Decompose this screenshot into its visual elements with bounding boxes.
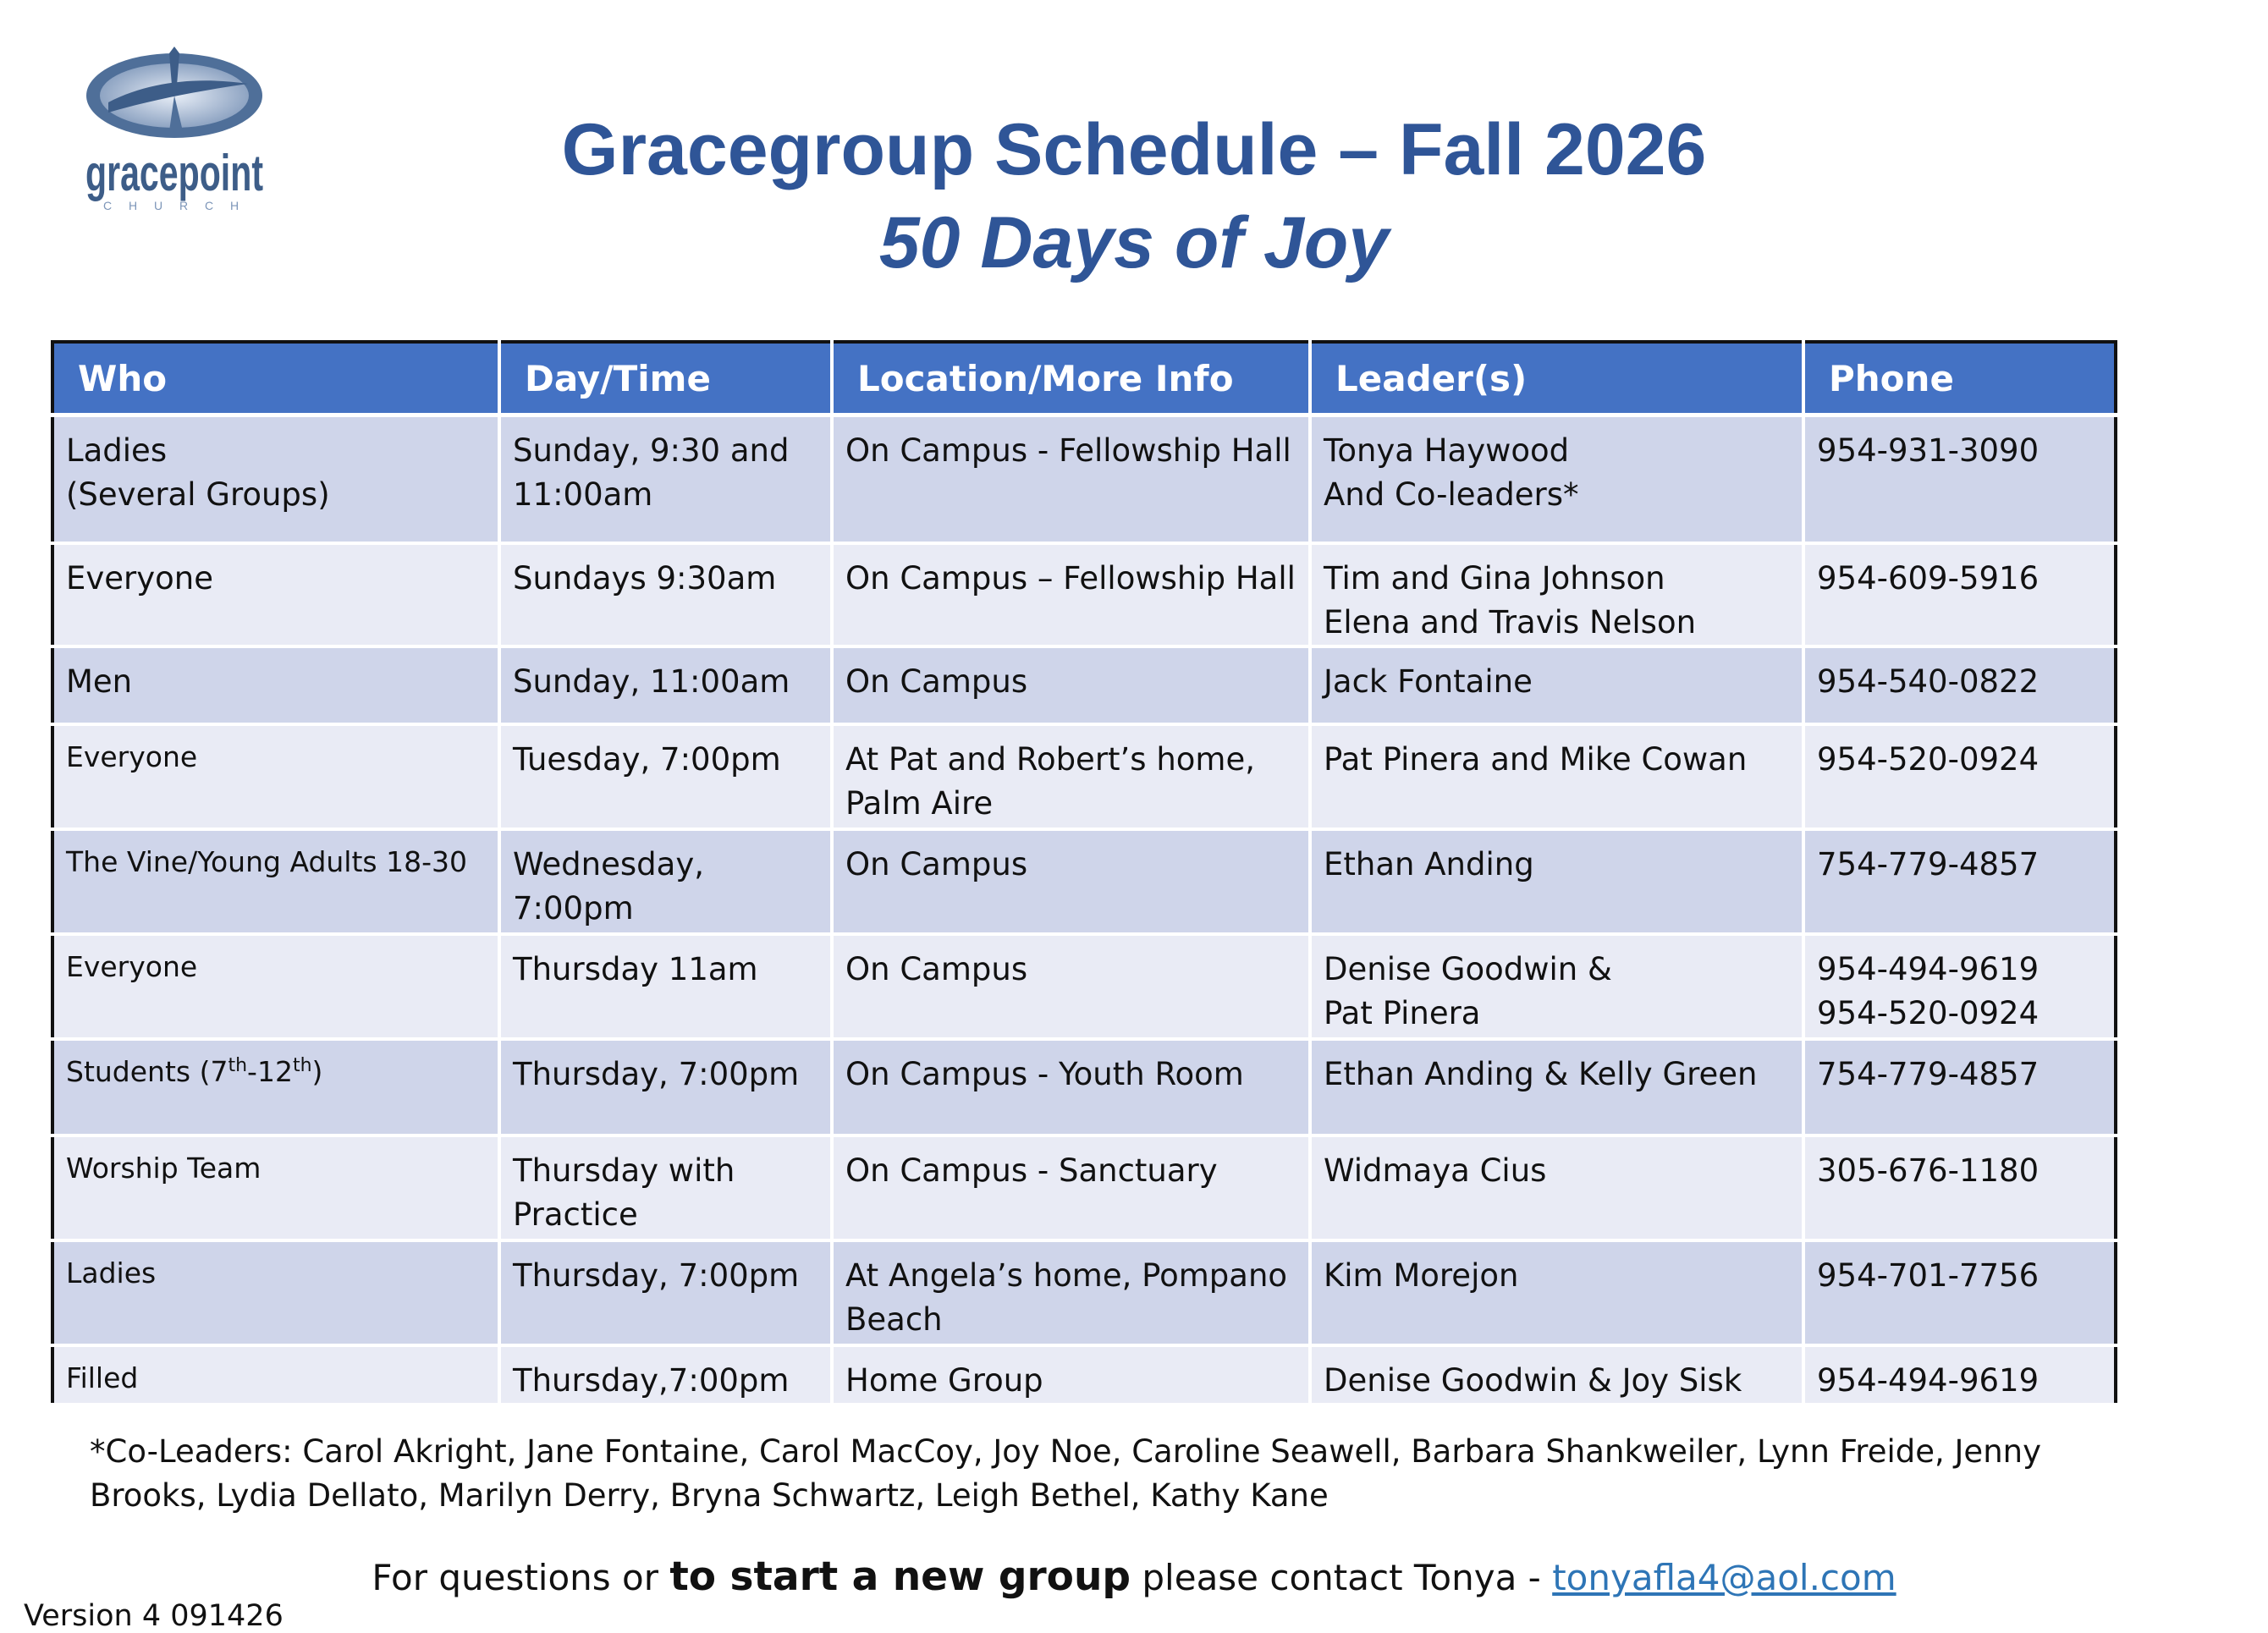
cell-who: Everyone (52, 543, 499, 646)
table-row (52, 646, 2116, 724)
cell-day-time: Sundays 9:30am (499, 543, 832, 646)
table-row (52, 1135, 2116, 1240)
contact-middle: please contact Tonya - (1131, 1557, 1553, 1598)
co-leaders-footnote: *Co-Leaders: Carol Akright, Jane Fontaine, Carol MacCoy, Joy Noe, Caroline Seawell, Barbara Shankweiler, Lynn Freide, Jenny Brooks, Lydia Dellato, Marilyn Derry, Bryna Schwartz, Leigh Bethel, Kathy Kane (90, 1433, 2041, 1514)
cell-location: On Campus - Fellowship Hall (832, 415, 1310, 543)
cell-who: Everyone (52, 724, 499, 829)
contact-prefix: For questions or (372, 1557, 670, 1598)
cell-day-time: Thursday, 7:00pm (499, 1039, 832, 1135)
table-row (52, 1345, 2116, 1405)
cell-leaders: Widmaya Cius (1310, 1135, 1803, 1240)
cell-leaders: Pat Pinera and Mike Cowan (1310, 724, 1803, 829)
header-phone: Phone (1803, 342, 2116, 415)
contact-emphasis: to start a new group (669, 1553, 1131, 1600)
cell-who: Everyone (52, 934, 499, 1039)
cell-who: Ladies (52, 1240, 499, 1345)
cell-leaders: Denise Goodwin & Pat Pinera (1310, 934, 1803, 1039)
table-row (52, 1039, 2116, 1135)
cell-day-time: Thursday, 7:00pm (499, 1240, 832, 1345)
cell-phone: 954-494-9619 (1803, 1345, 2116, 1405)
cell-location: On Campus - Youth Room (832, 1039, 1310, 1135)
cell-day-time: Thursday with Practice (499, 1135, 832, 1240)
contact-email-link[interactable]: tonyafla4@aol.com (1552, 1557, 1896, 1598)
contact-line (0, 1553, 2268, 1600)
cell-location: On Campus (832, 934, 1310, 1039)
cell-location: On Campus (832, 646, 1310, 724)
table-row (52, 415, 2116, 543)
cell-day-time: Wednesday, 7:00pm (499, 829, 832, 934)
cell-location: At Pat and Robert’s home, Palm Aire (832, 724, 1310, 829)
page-subtitle: 50 Days of Joy (878, 202, 1390, 283)
cell-leaders: Tim and Gina Johnson Elena and Travis Nelson (1310, 543, 1803, 646)
cell-phone: 954-494-9619 954-520-0924 (1803, 934, 2116, 1039)
table-row (52, 829, 2116, 934)
cell-day-time: Sunday, 11:00am (499, 646, 832, 724)
cell-phone: 954-520-0924 (1803, 724, 2116, 829)
cell-who: Ladies (Several Groups) (52, 415, 499, 543)
cell-phone: 954-701-7756 (1803, 1240, 2116, 1345)
table-row (52, 724, 2116, 829)
page-title: Gracegroup Schedule – Fall 2026 (561, 109, 1707, 190)
cell-location: Home Group (832, 1345, 1310, 1405)
cell-who: Men (52, 646, 499, 724)
cell-phone: 305-676-1180 (1803, 1135, 2116, 1240)
header-leaders: Leader(s) (1310, 342, 1803, 415)
logo-subtext: C H U R C H (102, 199, 246, 212)
cell-day-time: Thursday,7:00pm (499, 1345, 832, 1405)
cell-who: Filled (52, 1345, 499, 1405)
cell-day-time: Tuesday, 7:00pm (499, 724, 832, 829)
cell-day-time: Sunday, 9:30 and 11:00am (499, 415, 832, 543)
table-header-row (52, 342, 2116, 415)
cell-who: The Vine/Young Adults 18-30 (52, 829, 499, 934)
cell-location: On Campus - Sanctuary (832, 1135, 1310, 1240)
cell-leaders: Ethan Anding (1310, 829, 1803, 934)
cell-phone: 754-779-4857 (1803, 1039, 2116, 1135)
version-label: Version 4 091426 (24, 1599, 284, 1633)
table-row (52, 1240, 2116, 1345)
cell-phone: 954-609-5916 (1803, 543, 2116, 646)
logo-wordmark: gracepoint (85, 145, 264, 201)
cell-day-time: Thursday 11am (499, 934, 832, 1039)
cell-phone: 954-540-0822 (1803, 646, 2116, 724)
cell-location: At Angela’s home, Pompano Beach (832, 1240, 1310, 1345)
header-day-time: Day/Time (499, 342, 832, 415)
cell-leaders: Tonya Haywood And Co-leaders* (1310, 415, 1803, 543)
cell-phone: 954-931-3090 (1803, 415, 2116, 543)
schedule-table (51, 340, 2117, 1406)
cell-leaders: Jack Fontaine (1310, 646, 1803, 724)
cell-who: Worship Team (52, 1135, 499, 1240)
header-location: Location/More Info (832, 342, 1310, 415)
students-label: Students (7th-12th) (66, 1054, 323, 1088)
cell-phone: 754-779-4857 (1803, 829, 2116, 934)
cell-location: On Campus (832, 829, 1310, 934)
cell-who (52, 1039, 499, 1135)
cell-location: On Campus – Fellowship Hall (832, 543, 1310, 646)
cell-leaders: Ethan Anding & Kelly Green (1310, 1039, 1803, 1135)
cell-leaders: Kim Morejon (1310, 1240, 1803, 1345)
table-row (52, 543, 2116, 646)
header-who: Who (52, 342, 499, 415)
cell-leaders: Denise Goodwin & Joy Sisk (1310, 1345, 1803, 1405)
table-row (52, 934, 2116, 1039)
